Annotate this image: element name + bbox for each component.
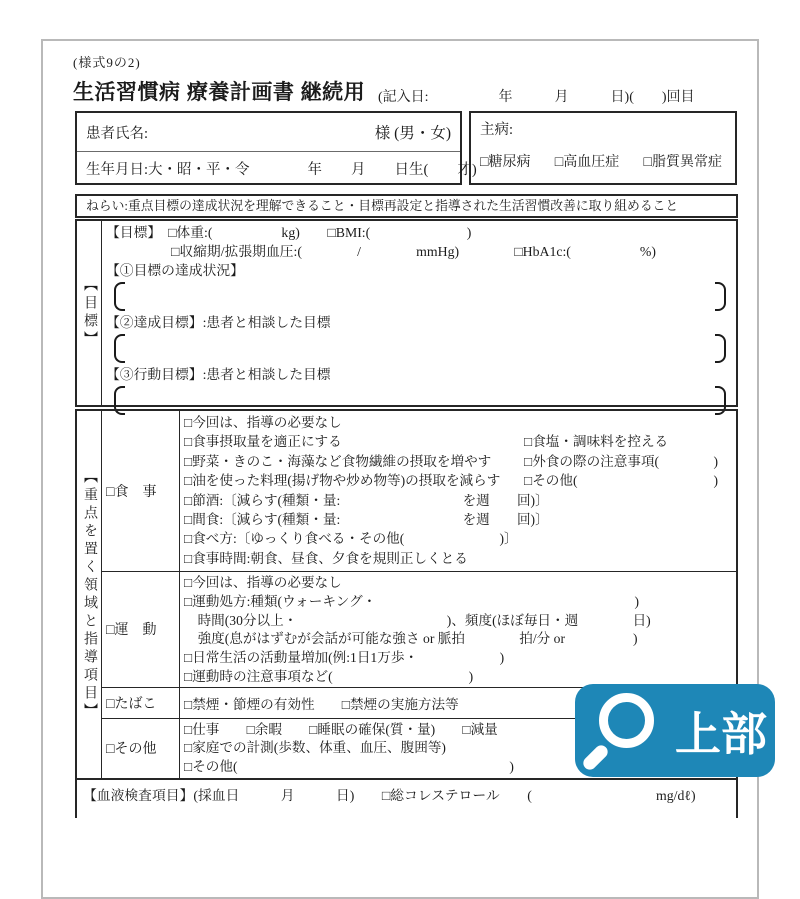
form-title: 生活習慣病 療養計画書 継続用: [73, 81, 366, 104]
zoom-badge-label: 上部: [675, 707, 767, 760]
goal-achievement-field[interactable]: [114, 280, 726, 313]
goal-action-heading: 【③行動目標】:患者と相談した目標: [106, 367, 331, 382]
checkbox-item[interactable]: □油を使った料理(揚げ物や炒め物等)の摂取を減らす: [184, 473, 501, 489]
bracket-left-icon: [114, 334, 125, 363]
checkbox-other-category[interactable]: □その他: [102, 719, 180, 778]
checkbox-item[interactable]: □間食:〔減らす(種類・量: を週 回)〕: [184, 512, 549, 528]
zoom-upper-button[interactable]: [575, 684, 775, 777]
bracket-left-icon: [114, 282, 125, 311]
meal-row: [102, 411, 736, 572]
checkbox-item[interactable]: □日常生活の活動量増加(例:1日1万歩・ ): [184, 650, 505, 666]
exercise-content: [180, 572, 736, 687]
main-disease-label: 主病:: [480, 122, 514, 138]
meal-line2: [184, 432, 732, 451]
birthdate-row: [77, 152, 477, 184]
checkbox-item[interactable]: □その他(: [524, 473, 578, 489]
checkbox-item[interactable]: □運動時の注意事項など( ): [184, 668, 474, 684]
focus-side-label: 【重点を置く領域と指導項目】: [82, 468, 97, 721]
checkbox-meal-category[interactable]: □食 事: [102, 411, 180, 571]
goal-target-field[interactable]: [114, 332, 726, 365]
checkbox-item[interactable]: □食べ方:〔ゆっくり食べる・その他( )〕: [184, 531, 518, 547]
patient-name-row: [77, 113, 460, 152]
checkbox-tobacco-category[interactable]: □たばこ: [102, 688, 180, 718]
checkbox-item[interactable]: □食事時間:朝食、昼食、夕食を規則正しくとる: [184, 550, 468, 566]
fill-date-line: (記入日: 年 月 日)( )回目: [378, 90, 695, 105]
meal-line4: [184, 471, 732, 490]
patient-info-box: [75, 111, 477, 185]
patient-name-label: 患者氏名:: [86, 125, 149, 142]
goal-target-heading: 【②達成目標】:患者と相談した目標: [106, 315, 331, 330]
meal-content: [180, 411, 736, 571]
patient-honorific: 様 (男・女): [374, 125, 451, 142]
checkbox-item[interactable]: □仕事 □余暇 □睡眠の確保(質・量) □減量: [184, 721, 498, 737]
checkbox-item[interactable]: □運動処方:種類(ウォーキング・ ): [184, 593, 640, 609]
checkbox-item[interactable]: □その他( ): [184, 758, 514, 774]
focus-side-label-column: [77, 411, 102, 778]
checkbox-exercise-category[interactable]: □運 動: [102, 572, 180, 687]
magnifier-handle-icon: [581, 743, 611, 773]
form-code: (様式9の2): [73, 55, 141, 70]
bracket-right-icon: [715, 334, 726, 363]
aim-statement-row: ねらい:重点目標の達成状況を理解できること・目標再設定と指導された生活習慣改善に取り組めること: [75, 194, 738, 218]
checkbox-item[interactable]: □今回は、指導の必要なし: [184, 574, 342, 590]
checkbox-item[interactable]: □食塩・調味料を控える: [524, 434, 669, 450]
checkbox-item[interactable]: □今回は、指導の必要なし: [184, 415, 342, 430]
goal-targets-line2[interactable]: □収縮期/拡張期血圧:( / mmHg) □HbA1c:( %): [171, 244, 656, 259]
goal-section: [75, 219, 738, 407]
checkbox-item[interactable]: □野菜・きのこ・海藻など食物繊維の摂取を増やす: [184, 453, 492, 469]
goal-side-label-column: [77, 221, 102, 405]
goal-content: [102, 221, 736, 405]
checkbox-hypertension[interactable]: □高血圧症: [554, 155, 620, 170]
paren-close: ): [713, 473, 718, 489]
main-disease-box: [469, 111, 737, 185]
exercise-detail-line[interactable]: 時間(30分以上・ )、頻度(ほぼ毎日・週 日): [184, 612, 651, 628]
checkbox-diabetes[interactable]: □糖尿病: [480, 155, 531, 170]
checkbox-item[interactable]: □禁煙・節煙の有効性 □禁煙の実施方法等: [184, 696, 459, 712]
checkbox-item[interactable]: □節酒:〔減らす(種類・量: を週 回)〕: [184, 492, 549, 508]
magnifier-icon: [599, 693, 654, 748]
blood-test-row: 【血液検査項目】(採血日 月 日) □総コレステロール ( mg/dℓ): [75, 778, 738, 818]
checkbox-item[interactable]: □食事摂取量を適正にする: [184, 434, 342, 450]
birthdate-line: 生年月日:大・昭・平・令 年 月 日生( 才): [86, 161, 477, 178]
checkbox-item[interactable]: □家庭での計測(歩数、体重、血圧、腹囲等): [184, 740, 446, 756]
meal-line3: [184, 452, 732, 471]
exercise-detail-line[interactable]: 強度(息がはずむが会話が可能な強さ or 脈拍 拍/分 or ): [184, 631, 638, 647]
main-disease-options: [480, 151, 726, 171]
checkbox-item[interactable]: □外食の際の注意事項(: [524, 453, 660, 469]
goal-targets-line1[interactable]: 【目標】 □体重:( kg) □BMI:( ): [106, 225, 472, 240]
paren-close: ): [713, 453, 718, 469]
goal-side-label: 【目標】: [82, 277, 97, 349]
goal-achievement-heading: 【①目標の達成状況】: [106, 263, 244, 278]
exercise-row: [102, 572, 736, 688]
bracket-right-icon: [715, 282, 726, 311]
checkbox-dyslipidemia[interactable]: □脂質異常症: [643, 155, 722, 170]
